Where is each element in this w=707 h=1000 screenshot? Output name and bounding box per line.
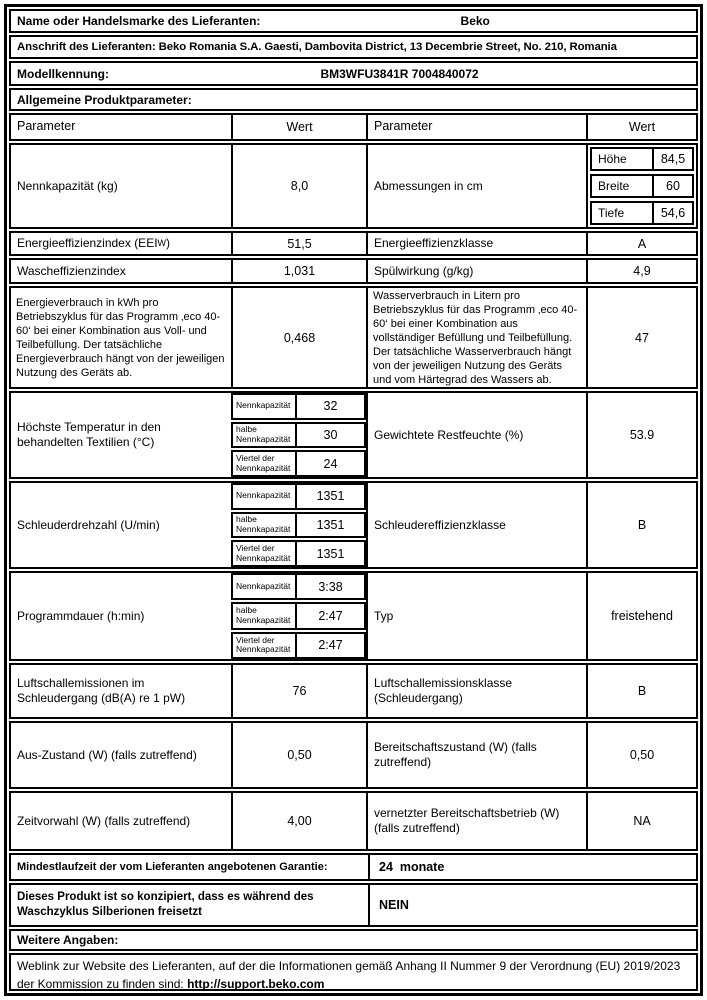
spin-speed-subrow bbox=[231, 540, 366, 567]
header-parameter-1: Parameter bbox=[17, 119, 76, 134]
subrow-key: halbe Nennkapazität bbox=[236, 605, 291, 625]
noise-label: Luftschallemissionen im Schleudergang (dB(A) re 1 pW) bbox=[17, 676, 186, 705]
noise-class-value: B bbox=[586, 665, 696, 717]
dimension-key: Breite bbox=[598, 179, 630, 193]
subrow-key: Viertel der Nennkapazität bbox=[236, 634, 291, 655]
row-capacity-dimensions bbox=[9, 143, 698, 229]
header-wert-2: Wert bbox=[586, 115, 696, 139]
subrow-key: Viertel der Nennkapazität bbox=[236, 542, 291, 563]
model-label: Modellkennung: bbox=[17, 66, 109, 81]
noise-class-label: Luftschallemissionsklasse (Schleudergang) bbox=[366, 665, 586, 717]
rinse-value: 4,9 bbox=[586, 260, 696, 282]
energy-class-value: A bbox=[586, 233, 696, 254]
temperature-subrow bbox=[231, 450, 366, 477]
row-warranty bbox=[9, 853, 698, 881]
subrow-key: Nennkapazität bbox=[236, 400, 291, 411]
section-title: Allgemeine Produktparameter: bbox=[17, 92, 192, 107]
supplier-row bbox=[9, 9, 698, 33]
dimension-value: 60 bbox=[652, 176, 692, 196]
subrow-value: 2:47 bbox=[295, 604, 364, 627]
spin-speed-subtable bbox=[231, 483, 366, 567]
silver-ions-value: NEIN bbox=[368, 885, 696, 925]
header-wert-1: Wert bbox=[231, 115, 366, 139]
weblink-url: http://support.beko.com bbox=[187, 977, 325, 991]
duration-subrow bbox=[231, 602, 366, 629]
water-consumption-label: Wasserverbrauch in Litern pro Betriebszyklus für das Programm ‚eco 40-60‘ bei einer Kombination aus vollständiger Befüllung und Teilbefüllung. Der tatsächliche Wasserverbrauch hängt von der jeweiligen Nutzung des Geräts und vom Härtegrad des Wassers ab. bbox=[366, 288, 586, 387]
type-label: Typ bbox=[366, 573, 586, 659]
off-mode-value: 0,50 bbox=[231, 723, 366, 787]
subrow-key: Viertel der Nennkapazität bbox=[236, 452, 291, 473]
row-temperature-moisture bbox=[9, 391, 698, 479]
wash-index-label: Wascheffizienzindex bbox=[17, 263, 126, 278]
warranty-label: Mindestlaufzeit der vom Lieferanten angebotenen Garantie: bbox=[17, 860, 328, 873]
energy-class-label: Energieeffizienzklasse bbox=[366, 233, 586, 254]
capacity-value: 8,0 bbox=[231, 145, 366, 227]
spin-speed-subrow bbox=[231, 483, 366, 510]
table-header-row bbox=[9, 113, 698, 141]
subrow-key: Nennkapazität bbox=[236, 490, 291, 501]
header-parameter-2: Parameter bbox=[366, 115, 586, 139]
supplier-label: Name oder Handelsmarke des Lieferanten: bbox=[17, 14, 261, 28]
row-weblink bbox=[9, 953, 698, 991]
subrow-value: 1351 bbox=[295, 485, 364, 508]
subrow-key: halbe Nennkapazität bbox=[236, 424, 291, 444]
networked-standby-label: vernetzter Bereitschaftsbetrieb (W) (falls zutreffend) bbox=[366, 793, 586, 849]
eei-value: 51,5 bbox=[231, 233, 366, 254]
subrow-value: 24 bbox=[295, 452, 364, 475]
spin-class-label: Schleudereffizienzklasse bbox=[366, 483, 586, 567]
residual-moisture-value: 53.9 bbox=[586, 393, 696, 477]
temperature-subtable bbox=[231, 393, 366, 477]
duration-label: Programmdauer (h:min) bbox=[17, 608, 145, 623]
dimension-key: Tiefe bbox=[598, 206, 625, 220]
spin-class-value: B bbox=[586, 483, 696, 567]
row-spin-speed bbox=[9, 481, 698, 569]
dimension-key: Höhe bbox=[598, 152, 627, 166]
temperature-subrow bbox=[231, 422, 366, 449]
row-energy-water bbox=[9, 286, 698, 389]
further-info-label: Weitere Angaben: bbox=[17, 933, 119, 947]
water-consumption-value: 47 bbox=[586, 288, 696, 387]
subrow-value: 3:38 bbox=[295, 575, 364, 598]
subrow-key: Nennkapazität bbox=[236, 580, 291, 591]
subrow-key: halbe Nennkapazität bbox=[236, 514, 291, 534]
dimension-row-breite bbox=[590, 174, 694, 198]
row-delay-start bbox=[9, 791, 698, 851]
energy-consumption-value: 0,468 bbox=[231, 288, 366, 387]
networked-standby-value: NA bbox=[586, 793, 696, 849]
type-value: freistehend bbox=[586, 573, 696, 659]
subrow-value: 30 bbox=[295, 424, 364, 447]
dimension-value: 54,6 bbox=[652, 203, 692, 223]
temperature-subrow bbox=[231, 393, 366, 420]
subrow-value: 32 bbox=[295, 395, 364, 418]
spin-speed-subrow bbox=[231, 512, 366, 539]
duration-subtable bbox=[231, 573, 366, 659]
subrow-value: 1351 bbox=[295, 542, 364, 565]
dimension-value: 84,5 bbox=[652, 149, 692, 169]
row-programme-duration bbox=[9, 571, 698, 661]
address-row bbox=[9, 35, 698, 59]
row-off-mode bbox=[9, 721, 698, 789]
residual-moisture-label: Gewichtete Restfeuchte (%) bbox=[366, 393, 586, 477]
weblink-text: Weblink zur Website des Lieferanten, auf der die Informationen gemäß Anhang II Nummer 9 der Verordnung (EU) 2019/2023 der Kommission zu finden sind: http://support.beko.com bbox=[17, 959, 681, 991]
row-wash-index bbox=[9, 258, 698, 284]
address-text: Anschrift des Lieferanten: Beko Romania S.A. Gaesti, Dambovita District, 13 Decembrie Street, No. 210, Romania bbox=[17, 41, 617, 53]
model-row bbox=[9, 61, 698, 86]
standby-value: 0,50 bbox=[586, 723, 696, 787]
row-further-info bbox=[9, 929, 698, 951]
silver-ions-label: Dieses Produkt ist so konzipiert, dass es während des Waschzyklus Silberionen freisetzt bbox=[17, 891, 314, 918]
off-mode-label: Aus-Zustand (W) (falls zutreffend) bbox=[17, 747, 197, 762]
spin-speed-label: Schleuderdrehzahl (U/min) bbox=[17, 517, 160, 532]
wash-index-value: 1,031 bbox=[231, 260, 366, 282]
product-datasheet bbox=[4, 4, 703, 996]
dimension-row-tiefe bbox=[590, 201, 694, 225]
energy-consumption-label: Energieverbrauch in kWh pro Betriebszyklus für das Programm ‚eco 40-60‘ bei einer Kombination aus Voll- und Teilbefüllung. Der tatsächliche Energieverbrauch hängt von der jeweiligen Nutzung des Geräts ab. bbox=[16, 296, 225, 379]
subrow-value: 2:47 bbox=[295, 634, 364, 657]
delay-start-value: 4,00 bbox=[231, 793, 366, 849]
row-noise bbox=[9, 663, 698, 719]
eei-subscript: W bbox=[157, 238, 167, 249]
row-silver-ions bbox=[9, 883, 698, 927]
warranty-value: 24 monate bbox=[368, 855, 696, 879]
dimensions-label: Abmessungen in cm bbox=[366, 145, 586, 227]
capacity-label: Nennkapazität (kg) bbox=[17, 178, 118, 193]
row-eei-class bbox=[9, 231, 698, 256]
dimension-row-hoehe bbox=[590, 147, 694, 171]
dimensions-table bbox=[586, 145, 696, 227]
rinse-label: Spülwirkung (g/kg) bbox=[366, 260, 586, 282]
section-title-row bbox=[9, 88, 698, 111]
temperature-label: Höchste Temperatur in den behandelten Textilien (°C) bbox=[17, 420, 161, 449]
supplier-value: Beko bbox=[460, 14, 490, 28]
standby-label: Bereitschaftszustand (W) (falls zutreffend) bbox=[366, 723, 586, 787]
noise-value: 76 bbox=[231, 665, 366, 717]
duration-subrow bbox=[231, 573, 366, 600]
model-value: BM3WFU3841R 7004840072 bbox=[320, 66, 479, 81]
eei-label: Energieeffizienzindex (EEI W ) bbox=[17, 236, 171, 251]
duration-subrow bbox=[231, 632, 366, 659]
subrow-value: 1351 bbox=[295, 514, 364, 537]
delay-start-label: Zeitvorwahl (W) (falls zutreffend) bbox=[17, 813, 191, 828]
